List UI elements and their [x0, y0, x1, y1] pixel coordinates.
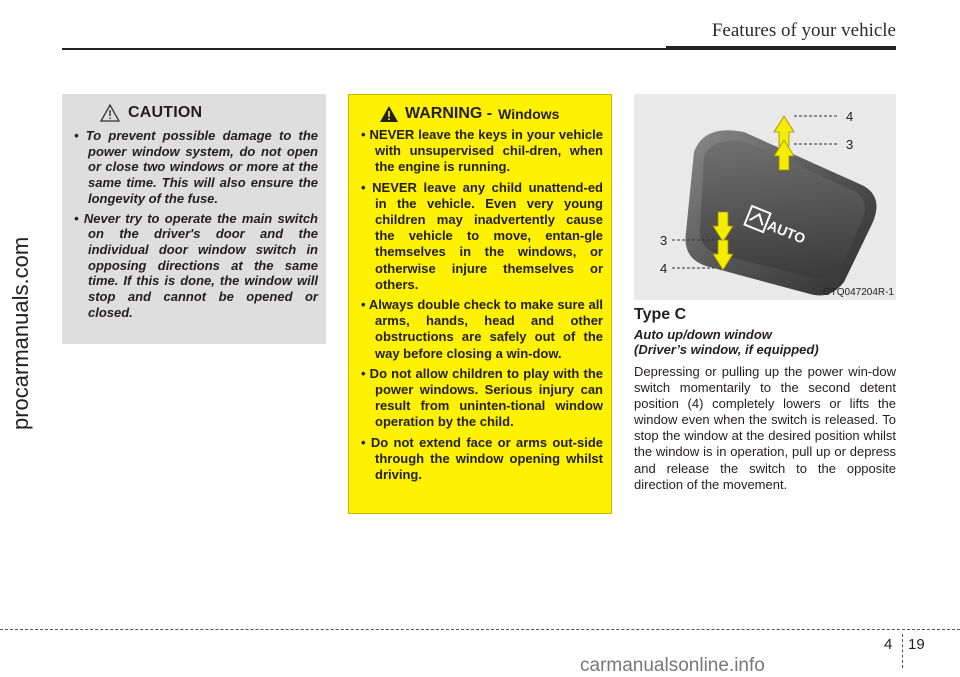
caution-list	[74, 128, 318, 320]
warning-item: • NEVER leave the keys in your vehicle with unsupervised chil-dren, when the engine is running.	[361, 127, 603, 175]
warning-header	[379, 105, 603, 123]
section-heading: Type C	[634, 306, 687, 323]
warning-subtitle: Windows	[498, 106, 560, 122]
section-subheading	[634, 327, 896, 357]
window-switch-figure	[634, 94, 896, 300]
side-watermark: procarmanuals.com	[8, 236, 33, 430]
callout-3-down: 3	[660, 233, 668, 248]
warning-triangle-icon	[379, 105, 399, 123]
subheading-line-1: Auto up/down window	[634, 327, 772, 342]
warning-list	[361, 127, 603, 483]
callout-4-up: 4	[846, 109, 854, 124]
footer-rule	[0, 629, 960, 630]
warning-item: • NEVER leave any child unattend-ed in the vehicle. Even very young children may inadvertently cause the vehicle to move, entan-gle themselves in the windows, or otherwise injure themselves or others.	[361, 179, 603, 292]
callout-3-up: 3	[846, 137, 854, 152]
caution-box	[62, 94, 326, 344]
figure-code: OTQ047204R-1	[822, 287, 894, 298]
warning-title: WARNING -	[405, 105, 493, 122]
section-body: Depressing or pulling up the power win-dow switch momentarily to the second detent position (4) completely lowers or lifts the window even when the switch is released. To stop the window at the desired position whilst the window is in operation, pull up or depress and release the switch to the opposite direction of the movement.	[634, 364, 896, 492]
warning-box	[348, 94, 612, 514]
caution-header	[100, 104, 318, 122]
page-number-divider	[902, 634, 903, 668]
caution-item: • Never try to operate the main switch on the driver's door and the individual door window switch in opposing directions at the same time. If this is done, the window will stop and cannot be opened or closed.	[74, 210, 318, 320]
chapter-number: 4	[884, 636, 893, 653]
page-header-title: Features of your vehicle	[711, 20, 896, 41]
page-number: 19	[908, 636, 925, 653]
warning-item: • Always double check to make sure all arms, hands, head and other obstructions are safely out of the way before closing a win-dow.	[361, 297, 603, 361]
auto-label: AUTO	[765, 217, 808, 247]
caution-title: CAUTION	[128, 104, 203, 121]
warning-item: • Do not extend face or arms out-side through the window opening whilst driving.	[361, 434, 603, 483]
subheading-line-2: (Driver’s window, if equipped)	[634, 342, 819, 357]
warning-item: • Do not allow children to play with the power windows. Serious injury can result from uninten-tional window operation by the child.	[361, 365, 603, 430]
callout-4-down: 4	[660, 261, 668, 276]
footer-watermark: carmanualsonline.info	[580, 655, 765, 676]
window-switch-illustration	[634, 94, 896, 300]
caution-triangle-icon	[100, 104, 120, 122]
caution-item: • To prevent possible damage to the power window system, do not open or close two windows or more at the same time. This will also ensure the longevity of the fuse.	[74, 128, 318, 206]
up-arrows	[774, 109, 853, 170]
header-rule-accent	[666, 46, 896, 50]
